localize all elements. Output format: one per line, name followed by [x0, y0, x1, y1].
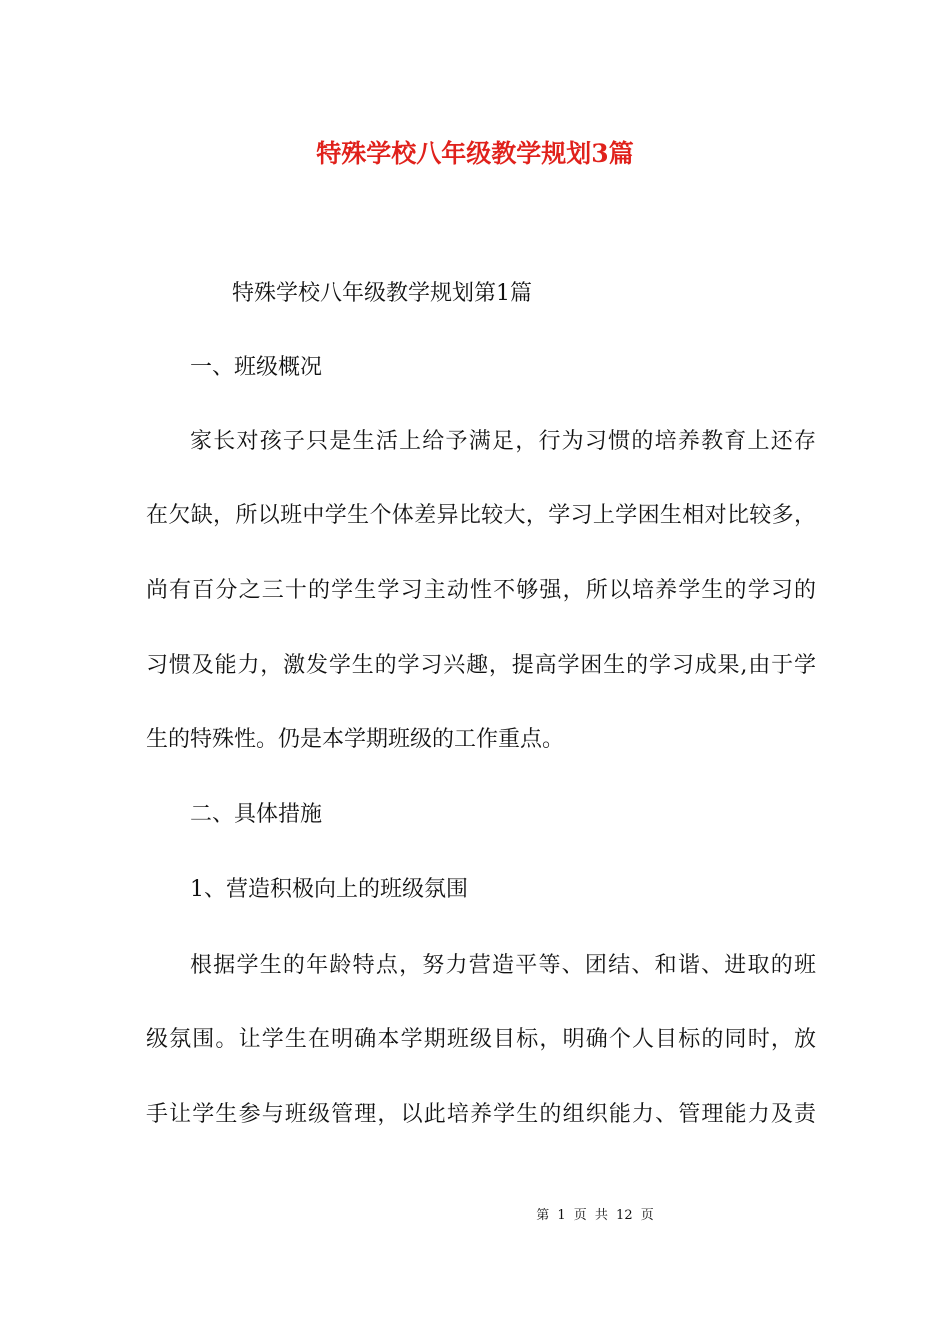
section-heading: 二、具体措施 [190, 802, 323, 827]
paragraph-line: 手让学生参与班级管理，以此培养学生的组织能力、管理能力及责 [146, 1102, 816, 1127]
document-title: 特殊学校八年级教学规划3篇 [316, 139, 634, 168]
section-heading: 一、班级概况 [190, 355, 323, 380]
paragraph-line: 级氛围。让学生在明确本学期班级目标，明确个人目标的同时，放 [146, 1027, 816, 1052]
paragraph-line: 根据学生的年龄特点，努力营造平等、团结、和谐、进取的班 [190, 953, 816, 978]
page-indicator: 第 1 页 共 12 页 [536, 1208, 654, 1223]
subsection-heading: 1、营造积极向上的班级氛围 [190, 877, 468, 902]
paragraph-line: 习惯及能力，激发学生的学习兴趣，提高学困生的学习成果,由于学 [146, 653, 816, 678]
paragraph-line: 家长对孩子只是生活上给予满足，行为习惯的培养教育上还存 [190, 429, 816, 454]
section-heading: 特殊学校八年级教学规划第1篇 [232, 281, 532, 306]
paragraph-line: 尚有百分之三十的学生学习主动性不够强，所以培养学生的学习的 [146, 578, 816, 603]
paragraph-line: 在欠缺，所以班中学生个体差异比较大，学习上学困生相对比较多， [146, 503, 816, 528]
paragraph-line: 生的特殊性。仍是本学期班级的工作重点。 [146, 727, 565, 752]
